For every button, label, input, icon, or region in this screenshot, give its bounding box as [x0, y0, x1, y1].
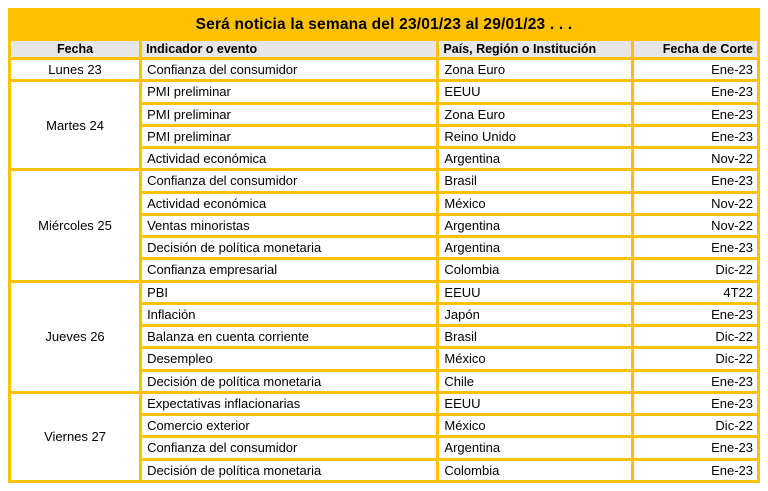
table-row: [10, 281, 759, 303]
table-title: Será noticia la semana del 23/01/23 al 29/01/23 . . .: [10, 10, 759, 40]
country-cell: EEUU: [438, 392, 633, 414]
country-cell: Argentina: [438, 237, 633, 259]
table-row: [10, 170, 759, 192]
country-cell: Argentina: [438, 437, 633, 459]
indicator-cell: PMI preliminar: [141, 125, 438, 147]
cutoff-date-cell: Ene-23: [633, 103, 759, 125]
country-cell: Argentina: [438, 214, 633, 236]
country-cell: Japón: [438, 303, 633, 325]
cutoff-date-cell: Dic-22: [633, 348, 759, 370]
indicator-cell: Actividad económica: [141, 192, 438, 214]
cutoff-date-cell: Ene-23: [633, 392, 759, 414]
cutoff-date-cell: Ene-23: [633, 125, 759, 147]
indicator-cell: Confianza empresarial: [141, 259, 438, 281]
cutoff-date-cell: Nov-22: [633, 148, 759, 170]
economic-calendar-table: [8, 8, 760, 483]
indicator-cell: Balanza en cuenta corriente: [141, 326, 438, 348]
indicator-cell: Confianza del consumidor: [141, 437, 438, 459]
country-cell: México: [438, 192, 633, 214]
indicator-cell: Decisión de política monetaria: [141, 237, 438, 259]
country-cell: Zona Euro: [438, 59, 633, 81]
indicator-cell: Confianza del consumidor: [141, 170, 438, 192]
cutoff-date-cell: Dic-22: [633, 326, 759, 348]
country-cell: Chile: [438, 370, 633, 392]
cutoff-date-cell: Ene-23: [633, 437, 759, 459]
day-cell: Viernes 27: [10, 392, 141, 481]
table-row: [10, 59, 759, 81]
cutoff-date-cell: Ene-23: [633, 237, 759, 259]
indicator-cell: Decisión de política monetaria: [141, 459, 438, 482]
indicator-cell: PBI: [141, 281, 438, 303]
indicator-cell: Desempleo: [141, 348, 438, 370]
cutoff-date-cell: Ene-23: [633, 459, 759, 482]
country-cell: Colombia: [438, 459, 633, 482]
country-cell: EEUU: [438, 281, 633, 303]
column-header-fecha: Fecha: [10, 40, 141, 59]
indicator-cell: Expectativas inflacionarias: [141, 392, 438, 414]
indicator-cell: PMI preliminar: [141, 103, 438, 125]
column-header-fecha-de-corte: Fecha de Corte: [633, 40, 759, 59]
day-cell: Miércoles 25: [10, 170, 141, 281]
table-row: [10, 81, 759, 103]
country-cell: EEUU: [438, 81, 633, 103]
country-cell: Brasil: [438, 170, 633, 192]
cutoff-date-cell: Ene-23: [633, 59, 759, 81]
cutoff-date-cell: Nov-22: [633, 214, 759, 236]
column-header-pais: País, Región o Institución: [438, 40, 633, 59]
cutoff-date-cell: Ene-23: [633, 170, 759, 192]
indicator-cell: PMI preliminar: [141, 81, 438, 103]
table-row: [10, 392, 759, 414]
indicator-cell: Confianza del consumidor: [141, 59, 438, 81]
column-header-indicador: Indicador o evento: [141, 40, 438, 59]
country-cell: Reino Unido: [438, 125, 633, 147]
cutoff-date-cell: 4T22: [633, 281, 759, 303]
indicator-cell: Decisión de política monetaria: [141, 370, 438, 392]
cutoff-date-cell: Nov-22: [633, 192, 759, 214]
cutoff-date-cell: Dic-22: [633, 415, 759, 437]
indicator-cell: Actividad económica: [141, 148, 438, 170]
cutoff-date-cell: Dic-22: [633, 259, 759, 281]
country-cell: Brasil: [438, 326, 633, 348]
cutoff-date-cell: Ene-23: [633, 81, 759, 103]
day-cell: Martes 24: [10, 81, 141, 170]
indicator-cell: Ventas minoristas: [141, 214, 438, 236]
indicator-cell: Comercio exterior: [141, 415, 438, 437]
cutoff-date-cell: Ene-23: [633, 370, 759, 392]
cutoff-date-cell: Ene-23: [633, 303, 759, 325]
table-body: [10, 59, 759, 482]
day-cell: Lunes 23: [10, 59, 141, 81]
header-row: [10, 40, 759, 59]
country-cell: Argentina: [438, 148, 633, 170]
indicator-cell: Inflación: [141, 303, 438, 325]
title-row: [10, 10, 759, 40]
country-cell: Colombia: [438, 259, 633, 281]
country-cell: Zona Euro: [438, 103, 633, 125]
country-cell: México: [438, 415, 633, 437]
day-cell: Jueves 26: [10, 281, 141, 392]
country-cell: México: [438, 348, 633, 370]
